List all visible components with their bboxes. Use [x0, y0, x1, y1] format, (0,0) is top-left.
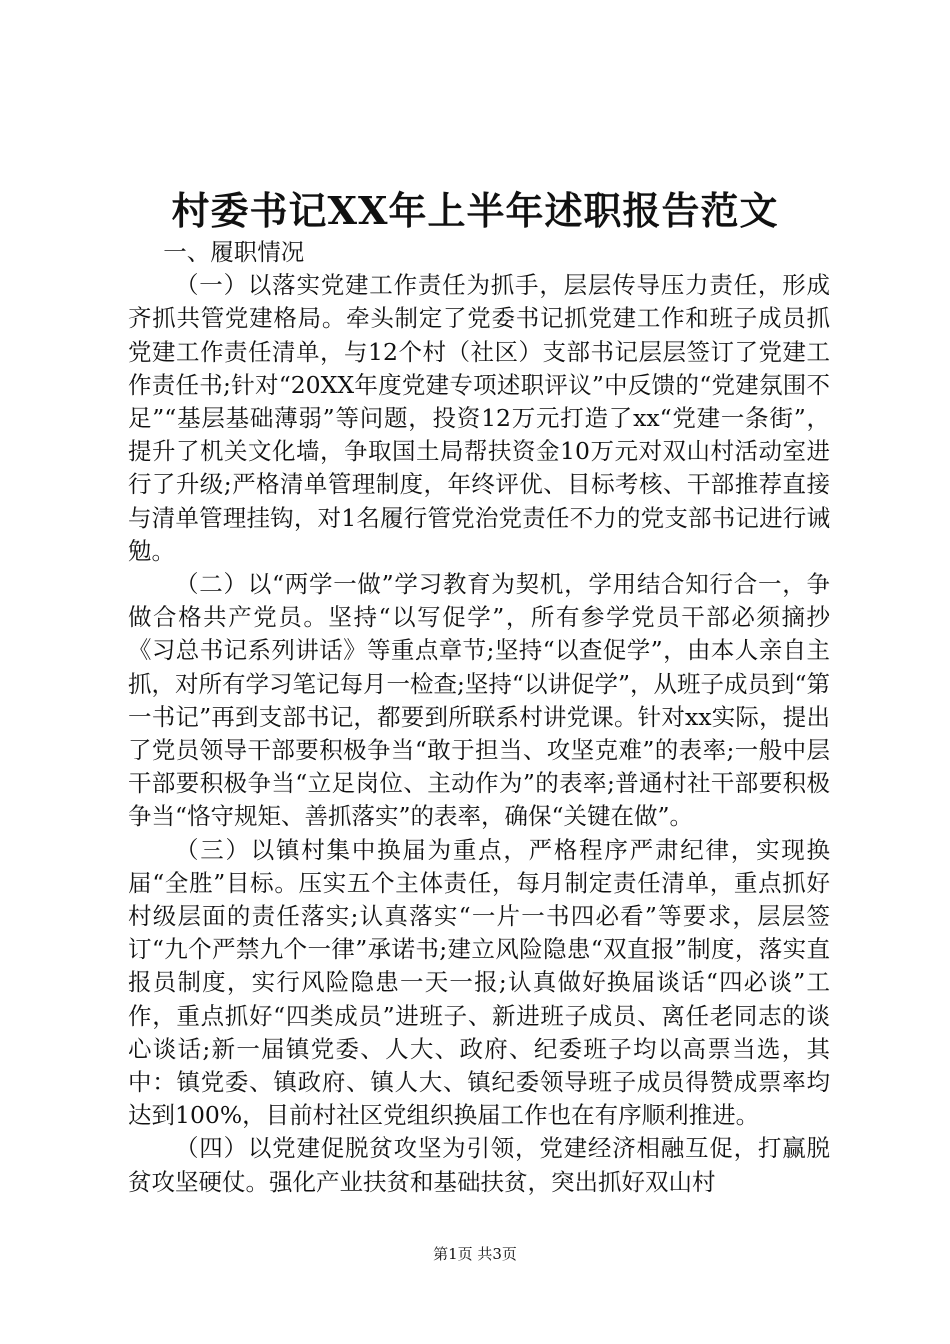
section-heading: 一、履职情况: [163, 238, 305, 266]
document-body: [128, 236, 830, 1199]
page-number-footer: 第1页 共3页: [433, 1245, 517, 1263]
paragraph-3: （三）以镇村集中换届为重点，严格程序严肃纪律，实现换届“全胜”目标。压实五个主体责任，每月制定责任清单，重点抓好村级层面的责任落实;认真落实“一片一书四必看”等要求，层层签订“九个严禁九个一律”承诺书;建立风险隐患“双直报”制度，落实直报员制度，实行风险隐患一天一报;认真做好换届谈话“四必谈”工作，重点抓好“四类成员”进班子、新进班子成员、离任老同志的谈心谈话;新一届镇党委、人大、政府、纪委班子均以高票当选，其中：镇党委、镇政府、镇人大、镇纪委领导班子成员得赞成票率均达到100%，目前村社区党组织换届工作也在有序顺利推进。: [128, 835, 830, 1130]
document-title: 村委书记XX年上半年述职报告范文: [171, 188, 779, 233]
paragraph-4: （四）以党建促脱贫攻坚为引领，党建经济相融互促，打赢脱贫攻坚硬仗。强化产业扶贫和基础扶贫，突出抓好双山村: [128, 1134, 830, 1196]
paragraph-2: （二）以“两学一做”学习教育为契机，学用结合知行合一，争做合格共产党员。坚持“以写促学”，所有参学党员干部必须摘抄《习总书记系列讲话》等重点章节;坚持“以查促学”，由本人亲自主抓，对所有学习笔记每月一检查;坚持“以讲促学”，从班子成员到“第一书记”再到支部书记，都要到所联系村讲党课。针对xx实际，提出了党员领导干部要积极争当“敢于担当、攻坚克难”的表率;一般中层干部要积极争当“立足岗位、主动作为”的表率;普通村社干部要积极争当“恪守规矩、善抓落实”的表率，确保“关键在做”。: [128, 570, 830, 831]
paragraph-1: （一）以落实党建工作责任为抓手，层层传导压力责任，形成齐抓共管党建格局。牵头制定了党委书记抓党建工作和班子成员抓党建工作责任清单，与12个村（社区）支部书记层层签订了党建工作责任书;针对“20XX年度党建专项述职评议”中反馈的“党建氛围不足”“基层基础薄弱”等问题，投资12万元打造了xx“党建一条街”，提升了机关文化墙，争取国土局帮扶资金10万元对双山村活动室进行了升级;严格清单管理制度，年终评优、目标考核、干部推荐直接与清单管理挂钩，对1名履行管党治党责任不力的党支部书记进行诫勉。: [128, 271, 830, 565]
